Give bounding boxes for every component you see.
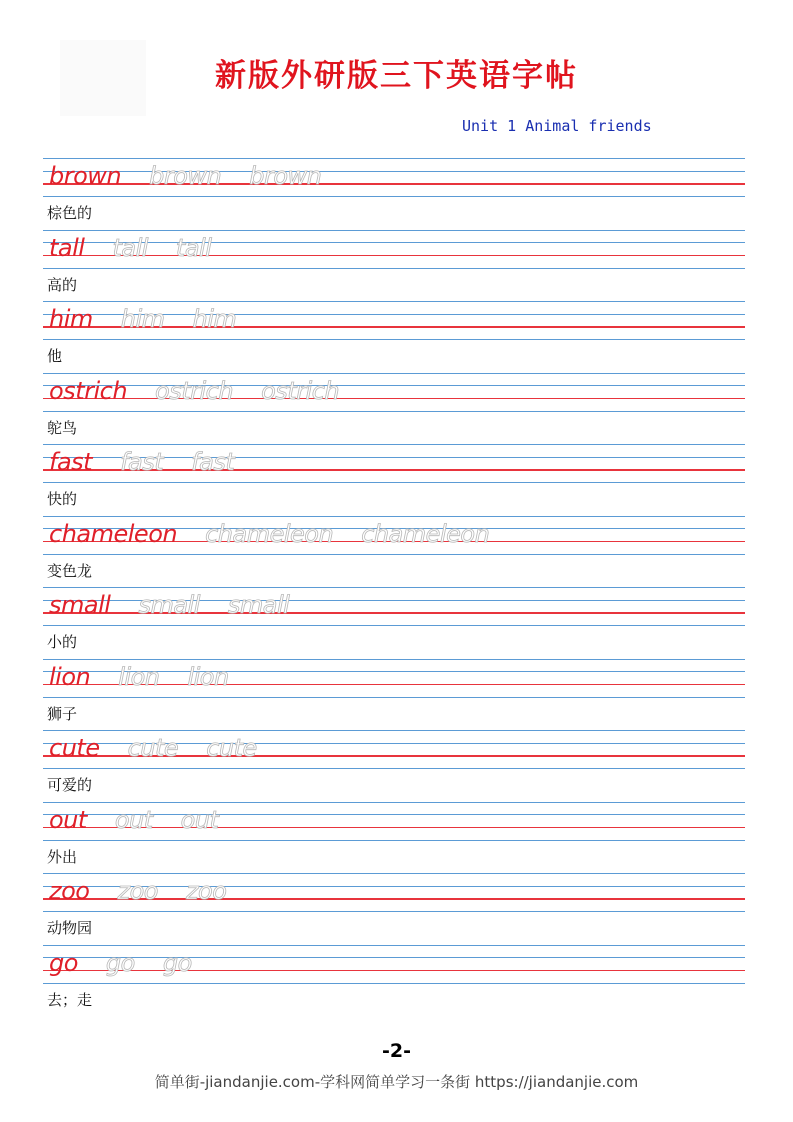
guide-line xyxy=(43,301,745,302)
word-meaning: 他 xyxy=(47,347,63,365)
guide-line xyxy=(43,444,745,445)
guide-line xyxy=(43,840,745,841)
trace-word: zoo xyxy=(185,877,227,905)
writing-row xyxy=(43,873,745,945)
page-title: 新版外研版三下英语字帖 xyxy=(215,58,578,94)
trace-word: brown xyxy=(249,162,322,190)
guide-line xyxy=(43,802,745,803)
writing-row xyxy=(43,730,745,802)
word-copies xyxy=(49,233,239,263)
trace-word: ostrich xyxy=(261,376,340,405)
guide-line xyxy=(43,945,745,946)
word: tall xyxy=(49,233,85,262)
writing-row xyxy=(43,516,745,588)
word-meaning: 变色龙 xyxy=(47,561,93,580)
guide-line xyxy=(43,339,745,340)
guide-line xyxy=(43,196,745,197)
word: ostrich xyxy=(49,376,128,405)
guide-line xyxy=(43,554,745,555)
guide-line xyxy=(43,983,745,984)
word: out xyxy=(49,805,87,834)
writing-row xyxy=(43,802,745,874)
guide-line xyxy=(43,697,745,698)
trace-word: go xyxy=(162,948,192,977)
word-meaning: 动物园 xyxy=(47,919,93,937)
guide-line xyxy=(43,911,745,912)
writing-row xyxy=(43,587,745,659)
writing-row xyxy=(43,444,745,516)
guide-line xyxy=(43,625,745,626)
word-copies xyxy=(49,590,317,620)
writing-row xyxy=(43,373,745,445)
word: chameleon xyxy=(49,519,178,548)
word-copies xyxy=(49,662,257,692)
word: go xyxy=(49,948,78,977)
word: zoo xyxy=(49,877,90,905)
trace-word: chameleon xyxy=(361,519,490,548)
trace-word: him xyxy=(120,305,165,333)
trace-word: out xyxy=(114,805,153,834)
word-copies xyxy=(49,161,349,191)
trace-word: tall xyxy=(175,233,212,262)
word-copies xyxy=(49,376,367,406)
trace-word: ostrich xyxy=(155,376,234,405)
word-meaning: 去；走 xyxy=(47,990,93,1009)
word: small xyxy=(49,591,111,619)
trace-word: tall xyxy=(112,233,148,262)
guide-line xyxy=(43,158,745,159)
word: lion xyxy=(49,662,91,691)
word-meaning: 快的 xyxy=(47,490,78,508)
trace-word: fast xyxy=(120,448,164,476)
word-meaning: 小的 xyxy=(47,633,78,651)
word: him xyxy=(49,305,93,333)
word-meaning: 狮子 xyxy=(47,704,78,723)
word-meaning: 可爱的 xyxy=(47,776,93,794)
trace-word: him xyxy=(192,305,237,333)
trace-word: fast xyxy=(191,448,235,476)
word-meaning: 棕色的 xyxy=(47,204,93,222)
word: cute xyxy=(49,734,100,762)
trace-word: zoo xyxy=(117,877,158,905)
guide-line xyxy=(43,268,745,269)
trace-word: cute xyxy=(206,734,257,762)
writing-row xyxy=(43,158,745,230)
guide-line xyxy=(43,482,745,483)
word-copies xyxy=(49,447,262,477)
guide-line xyxy=(43,768,745,769)
unit-subtitle: Unit 1 Animal friends xyxy=(462,117,652,135)
word: brown xyxy=(49,162,122,190)
writing-row xyxy=(43,230,745,302)
guide-line xyxy=(43,411,745,412)
page-number: -2- xyxy=(382,1040,411,1062)
word-copies xyxy=(49,304,264,334)
word-copies xyxy=(49,733,285,763)
guide-line xyxy=(43,659,745,660)
trace-word: chameleon xyxy=(205,519,334,548)
word-copies xyxy=(49,519,517,549)
guide-line xyxy=(43,587,745,588)
word-copies xyxy=(49,876,254,906)
writing-row xyxy=(43,945,745,1017)
trace-word: go xyxy=(105,948,135,977)
trace-word: lion xyxy=(187,662,229,691)
trace-word: lion xyxy=(118,662,160,691)
trace-word: brown xyxy=(149,162,222,190)
word-meaning: 外出 xyxy=(47,847,78,866)
word-copies xyxy=(49,948,220,978)
trace-word: cute xyxy=(127,734,179,762)
writing-row xyxy=(43,301,745,373)
word-copies xyxy=(49,805,246,835)
trace-word: small xyxy=(227,591,290,619)
trace-word: small xyxy=(138,591,200,619)
word: fast xyxy=(49,448,93,476)
guide-line xyxy=(43,873,745,874)
guide-line xyxy=(43,730,745,731)
writing-row xyxy=(43,659,745,731)
guide-line xyxy=(43,230,745,231)
guide-line xyxy=(43,516,745,517)
trace-word: out xyxy=(180,805,219,834)
word-meaning: 鸵鸟 xyxy=(47,418,78,437)
guide-line xyxy=(43,373,745,374)
footer-text: 简单街-jiandanjie.com-学科网简单学习一条街 https://jiandanjie.com xyxy=(154,1073,639,1091)
word-meaning: 高的 xyxy=(47,275,78,294)
